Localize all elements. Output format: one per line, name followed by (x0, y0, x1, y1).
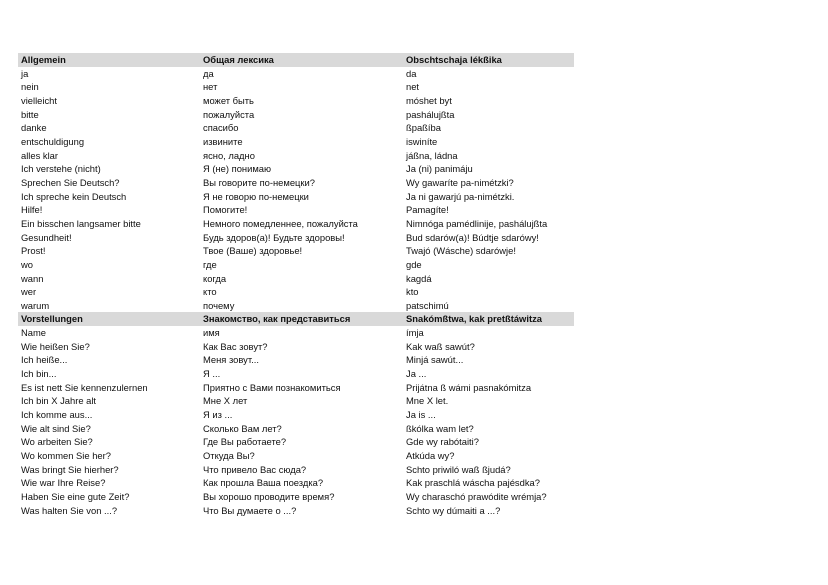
table-cell: wann (21, 272, 44, 284)
table-cell: móshet byt (406, 94, 452, 106)
table-cell: Prost! (21, 245, 46, 257)
table-row (18, 367, 574, 381)
table-row (18, 217, 574, 231)
table-cell: nein (21, 81, 39, 93)
table-row (18, 490, 574, 504)
table-cell: Bud sdarów(a)! Búdtje sdarówy! (406, 231, 539, 243)
table-cell: Что Вы думаете о ...? (203, 504, 297, 516)
table-row (18, 121, 574, 135)
table-cell: Я (не) понимаю (203, 163, 272, 175)
table-row (18, 326, 574, 340)
table-cell: Ich verstehe (nicht) (21, 163, 101, 175)
table-cell: Сколько Вам лет? (203, 422, 282, 434)
table-cell: Was bringt Sie hierher? (21, 463, 119, 475)
table-row (18, 408, 574, 422)
table-cell: Я из ... (203, 409, 233, 421)
table-cell: entschuldigung (21, 135, 85, 147)
table-cell: Schto priwiló waß ßjudá? (406, 463, 511, 475)
table-cell: Будь здоров(а)! Будьте здоровы! (203, 231, 345, 243)
table-row (18, 449, 574, 463)
table-cell: gde (406, 258, 422, 270)
table-cell: Wy charaschó prawódite wrémja? (406, 491, 547, 502)
table-cell: Schto wy dúmaiti a ...? (406, 504, 501, 516)
table-cell: Ich spreche kein Deutsch (21, 190, 127, 202)
table-cell: Немного помедленнее, пожалуйста (203, 217, 358, 229)
table-cell: Твое (Ваше) здоровье! (203, 245, 303, 257)
table-cell: Ich heiße... (21, 354, 68, 366)
table-cell: Mne X let. (406, 395, 449, 407)
table-cell: Вы говорите по-немецки? (203, 176, 315, 188)
table-cell: Twajó (Wásche) sdarówje! (406, 245, 516, 257)
table-cell: ßkólka wam let? (406, 422, 474, 434)
table-cell: Как прошла Ваша поездка? (203, 477, 324, 489)
table-row (18, 381, 574, 395)
table-row (18, 504, 574, 518)
table-cell: kto (406, 286, 419, 298)
table-cell: ja (21, 67, 29, 79)
table-cell: Ein bisschen langsamer bitte (21, 217, 141, 229)
table-row (18, 394, 574, 408)
table-cell: ßpaßíba (406, 122, 441, 134)
table-cell: Ich komme aus... (21, 409, 93, 421)
table-cell: Gesundheit! (21, 231, 72, 243)
table-cell: Меня зовут... (203, 354, 259, 366)
table-cell: iswiníte (406, 135, 438, 147)
table-cell: da (406, 67, 417, 79)
table-row (18, 258, 574, 272)
table-cell: kagdá (406, 272, 432, 284)
table-row (18, 176, 574, 190)
table-cell: Wie heißen Sie? (21, 340, 90, 352)
table-cell: Wie war Ihre Reise? (21, 477, 106, 489)
table-cell: кто (203, 286, 217, 298)
table-row (18, 463, 574, 477)
table-row (18, 340, 574, 354)
table-cell: Kak praschlá wáscha pajésdka? (406, 477, 540, 489)
table-cell: patschimú (406, 299, 449, 311)
table-cell: wer (21, 286, 37, 298)
table-cell: Помогите! (203, 204, 248, 216)
table-cell: warum (21, 299, 50, 311)
table-cell: wo (21, 258, 33, 270)
table-cell: извините (203, 135, 243, 147)
table-cell: где (203, 258, 217, 270)
table-row (18, 231, 574, 245)
table-cell: danke (21, 122, 47, 134)
table-cell: ясно, ладно (203, 149, 255, 161)
table-cell: Я не говорю по-немецки (203, 190, 309, 202)
table-cell: Wie alt sind Sie? (21, 422, 91, 434)
section-header-cell: Allgemein (21, 54, 66, 65)
table-cell: Ja ... (406, 368, 427, 380)
section-header-cell: Знакомство, как представиться (203, 313, 351, 325)
table-cell: jáßna, ládna (406, 149, 458, 161)
table-cell: Мне Х лет (203, 395, 248, 407)
section-header-row (18, 53, 574, 67)
table-cell: Ja is ... (406, 409, 436, 421)
table-row (18, 67, 574, 81)
table-cell: Wo kommen Sie her? (21, 450, 111, 462)
table-cell: Что привело Вас сюда? (203, 463, 307, 475)
table-cell: Hilfe! (21, 204, 43, 216)
table-row (18, 80, 574, 94)
table-cell: когда (203, 272, 227, 284)
table-cell: нет (203, 81, 218, 93)
section-header-cell: Obschtschaja lékßika (406, 54, 502, 65)
table-row (18, 299, 574, 313)
table-cell: Minjá sawút... (406, 354, 464, 366)
table-cell: Как Вас зовут? (203, 340, 268, 352)
table-cell: Откуда Вы? (203, 450, 255, 462)
section-header-row (18, 312, 574, 326)
table-cell: Atkúda wy? (406, 450, 455, 462)
table-cell: Name (21, 327, 47, 339)
table-cell: pashálujßta (406, 108, 455, 120)
section-header-cell: Vorstellungen (21, 313, 83, 325)
table-cell: Wo arbeiten Sie? (21, 436, 93, 448)
table-cell: Nimnóga pamédlinije, pashálujßta (406, 217, 548, 229)
table-cell: да (203, 67, 214, 79)
table-cell: Gde wy rabótaiti? (406, 436, 479, 448)
table-cell: Sprechen Sie Deutsch? (21, 176, 120, 188)
table-cell: имя (203, 327, 220, 339)
table-cell: ímja (406, 327, 424, 339)
table-row (18, 190, 574, 204)
table-cell: Ich bin... (21, 368, 57, 380)
table-cell: vielleicht (21, 94, 57, 106)
table-cell: Вы хорошо проводите время? (203, 491, 335, 502)
table-row (18, 108, 574, 122)
table-cell: Pamagíte! (406, 204, 449, 216)
table-cell: Приятно с Вами познакомиться (203, 381, 341, 393)
table-cell: Ja (ni) panimáju (406, 163, 473, 175)
table-row (18, 203, 574, 217)
table-row (18, 162, 574, 176)
table-cell: bitte (21, 108, 39, 120)
table-row (18, 422, 574, 436)
table-row (18, 272, 574, 286)
phrase-table (18, 53, 574, 517)
table-cell: спасибо (203, 122, 239, 134)
table-row (18, 149, 574, 163)
table-cell: Haben Sie eine gute Zeit? (21, 491, 130, 502)
table-cell: почему (203, 299, 235, 311)
section-header-cell: Snakómßtwa, kak pretßtáwitza (406, 313, 542, 325)
table-cell: Wy gawaríte pa-nimétzki? (406, 176, 514, 188)
table-cell: Я ... (203, 368, 221, 380)
table-cell: Ich bin X Jahre alt (21, 395, 97, 407)
table-row (18, 94, 574, 108)
table-cell: пожалуйста (203, 108, 255, 120)
table-cell: может быть (203, 94, 254, 106)
table-cell: Kak waß sawút? (406, 340, 475, 352)
table-cell: net (406, 81, 420, 93)
section-header-cell: Общая лексика (203, 54, 274, 65)
table-row (18, 135, 574, 149)
table-cell: Ja ni gawarjú pa-nimétzki. (406, 190, 515, 202)
table-row (18, 435, 574, 449)
table-cell: Prijátna ß wámi pasnakómitza (406, 381, 532, 393)
table-row (18, 244, 574, 258)
table-row (18, 285, 574, 299)
table-cell: alles klar (21, 149, 58, 161)
table-row (18, 353, 574, 367)
table-cell: Где Вы работаете? (203, 436, 287, 448)
table-cell: Was halten Sie von ...? (21, 504, 118, 516)
table-row (18, 476, 574, 490)
table-cell: Es ist nett Sie kennenzulernen (21, 381, 148, 393)
